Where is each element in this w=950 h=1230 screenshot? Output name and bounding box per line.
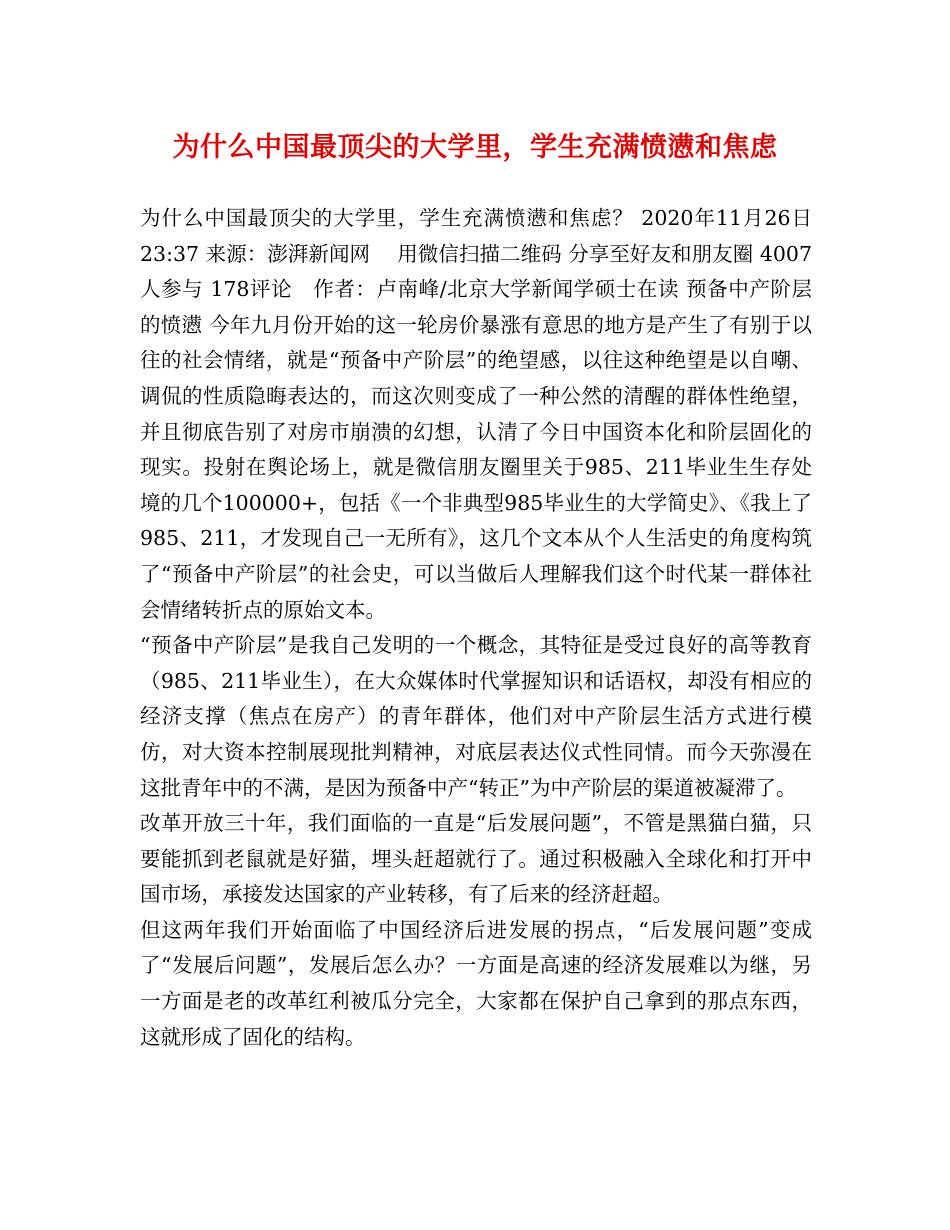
document-title: 为什么中国最顶尖的大学里，学生充满愤懑和焦虑 [172,132,778,163]
document-body [140,201,812,1055]
paragraph-turning-point: 但这两年我们开始面临了中国经济后进发展的拐点，“后发展问题”变成了“发展后问题”，发展后怎么办？一方面是高速的经济发展难以为继，另一方面是老的改革红利被瓜分完全，大家都在保护自己拿到的那点东西，这就形成了固化的结构。 [140,917,812,1049]
paragraph-intro: 为什么中国最顶尖的大学里，学生充满愤懑和焦虑？ 2020年11月26日 23:37 来源：澎湃新闻网 用微信扫描二维码 分享至好友和朋友圈 4007人参与 178评论 作者：卢南峰/北京大学新闻学硕士在读 预备中产阶层的愤懑 今年九月份开始的这一轮房价暴涨有意思的地方是产生了有别于以往的社会情绪，就是“预备中产阶层”的绝望感，以往这种绝望是以自嘲、调侃的性质隐晦表达的，而这次则变成了一种公然的清醒的群体性绝望，并且彻底告别了对房市崩溃的幻想，认清了今日中国资本化和阶层固化的现实。投射在舆论场上，就是微信朋友圈里关于985、211毕业生生存处境的几个100000+，包括《一个非典型985毕业生的大学简史》、《我上了985、211，才发现自己一无所有》，这几个文本从个人生活史的角度构筑了“预备中产阶层”的社会史，可以当做后人理解我们这个时代某一群体社会情绪转折点的原始文本。 [140,206,812,622]
paragraph-definition: “预备中产阶层”是我自己发明的一个概念，其特征是受过良好的高等教育（985、211毕业生），在大众媒体时代掌握知识和话语权，却没有相应的经济支撑（焦点在房产）的青年群体，他们对中产阶层生活方式进行模仿，对大资本控制展现批判精神，对底层表达仪式性同情。而今天弥漫在这批青年中的不满，是因为预备中产“转正”为中产阶层的渠道被凝滞了。 [140,633,812,800]
paragraph-reform: 改革开放三十年，我们面临的一直是“后发展问题”，不管是黑猫白猫，只要能抓到老鼠就是好猫，埋头赶超就行了。通过积极融入全球化和打开中国市场，承接发达国家的产业转移，有了后来的经济赶超。 [140,811,812,907]
